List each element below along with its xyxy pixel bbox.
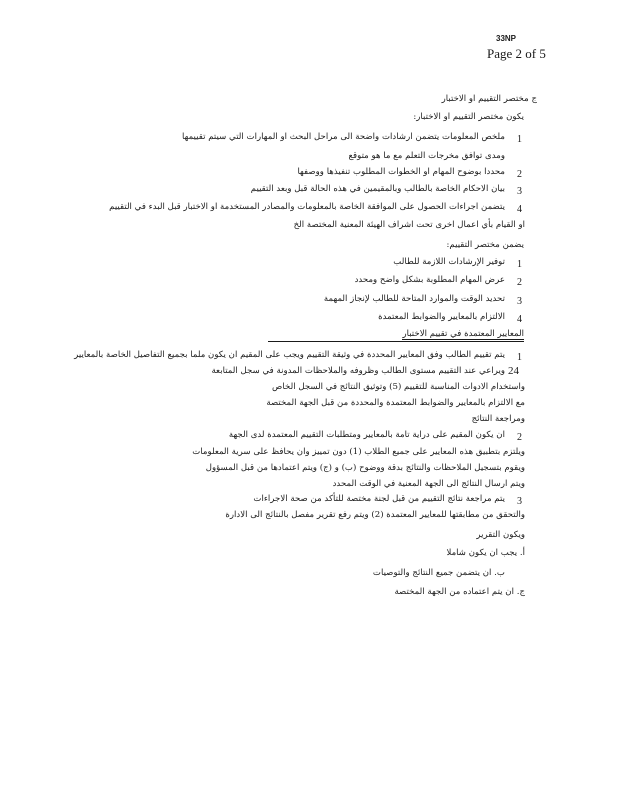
- list-item-cont: او القيام بأي اعمال اخرى تحت اشراف الهيئة المعنية المختصة الخ: [293, 220, 525, 230]
- list-item: محددا بوضوح المهام او الخطوات المطلوب تنفيذها ووصفها: [297, 167, 505, 177]
- closing-item: ج. ان يتم اعتماده من الجهة المختصة: [394, 587, 525, 597]
- list-item: تحديد الوقت والموارد المتاحة للطالب لإنجاز المهمة: [323, 294, 505, 304]
- item-number: 4: [517, 314, 522, 325]
- list-item-cont: ويقوم بتسجيل الملاحظات والنتائج بدقة ووضوح (ب) و (ج) ويتم اعتمادها من قبل المسؤول: [205, 463, 525, 473]
- item-number: 3: [517, 186, 522, 197]
- item-number: 2: [517, 277, 522, 288]
- item-number: 1: [517, 134, 522, 145]
- list-item: يتضمن اجراءات الحصول على الموافقة الخاصة بالمعلومات والمصادر المستخدمة او الاختبار قبل البدء في التقييم: [109, 202, 505, 212]
- section-heading: مختصر التقييم او الاختبار: [441, 94, 529, 104]
- document-code: 33NP: [496, 34, 517, 43]
- section-letter: ج: [531, 94, 537, 104]
- closing-item: ب. ان يتضمن جميع النتائج والتوصيات: [372, 568, 505, 578]
- sub-intro: يضمن مختصر التقييم:: [446, 240, 524, 250]
- item-number: 1: [517, 352, 522, 363]
- list-item-cont: ويراعي عند التقييم مستوى الطالب وظروفه والملاحظات المدونة في سجل المتابعة: [211, 366, 505, 376]
- closing-item: أ. يجب ان يكون شاملا: [446, 548, 525, 558]
- list-item: بيان الاحكام الخاصة بالطالب وبالمقيمين في هذه الحالة قبل وبعد التقييم: [250, 184, 505, 194]
- list-item-cont: ومراجعة النتائج: [471, 414, 525, 424]
- item-number: 1: [517, 259, 522, 270]
- section-title: [300, 94, 537, 105]
- item-number: 2: [517, 169, 522, 180]
- title-underline: [268, 341, 524, 342]
- list-item-cont: ويلتزم بتطبيق هذه المعايير على جميع الطلاب (1) دون تمييز وان يحافظ على سرية المعلومات: [192, 447, 525, 457]
- list-item-cont: مع الالتزام بالمعايير والضوابط المعتمدة والمحددة من قبل الجهة المختصة: [266, 398, 525, 408]
- item-number: 4: [517, 204, 522, 215]
- item-number: 3: [517, 496, 522, 507]
- list-item: يتم تقييم الطالب وفق المعايير المحددة في وثيقة التقييم ويجب على المقيم ان يكون ملما بجميع التفاصيل الخاصة بالمعايير: [74, 350, 505, 360]
- list-item-cont: ويكون التقرير: [476, 530, 525, 540]
- list-item: ملخص المعلومات يتضمن ارشادات واضحة الى مراحل البحث او المهارات التي سيتم تقييمها: [182, 132, 505, 142]
- list-item: يتم مراجعة نتائج التقييم من قبل لجنة مختصة للتأكد من صحة الاجراءات: [253, 494, 505, 504]
- list-item-cont: والتحقق من مطابقتها للمعايير المعتمدة (2) ويتم رفع تقرير مفصل بالنتائج الى الادارة: [225, 510, 525, 520]
- page-number: Page 2 of 5: [487, 46, 546, 61]
- list-item-cont: واستخدام الادوات المناسبة للتقييم (5) وتوثيق النتائج في السجل الخاص: [272, 382, 525, 392]
- list-item-cont: ومدى توافق مخرجات التعلم مع ما هو متوقع: [348, 151, 505, 161]
- list-item: ان يكون المقيم على دراية تامة بالمعايير ومتطلبات التقييم المعتمدة لدى الجهة: [228, 430, 505, 440]
- item-number: 3: [517, 296, 522, 307]
- list-item-cont: ويتم ارسال النتائج الى الجهة المعنية في الوقت المحدد: [332, 479, 525, 489]
- page-ref-number: 24: [508, 365, 519, 377]
- section2-title: المعايير المعتمدة في تقييم الاختبار: [402, 329, 524, 339]
- intro-text: يكون مختصر التقييم او الاختبار:: [413, 112, 524, 122]
- item-number: 2: [517, 432, 522, 443]
- list-item: عرض المهام المطلوبة بشكل واضح ومحدد: [354, 275, 505, 285]
- list-item: الالتزام بالمعايير والضوابط المعتمدة: [378, 312, 505, 322]
- list-item: توفير الإرشادات اللازمة للطالب: [393, 257, 505, 267]
